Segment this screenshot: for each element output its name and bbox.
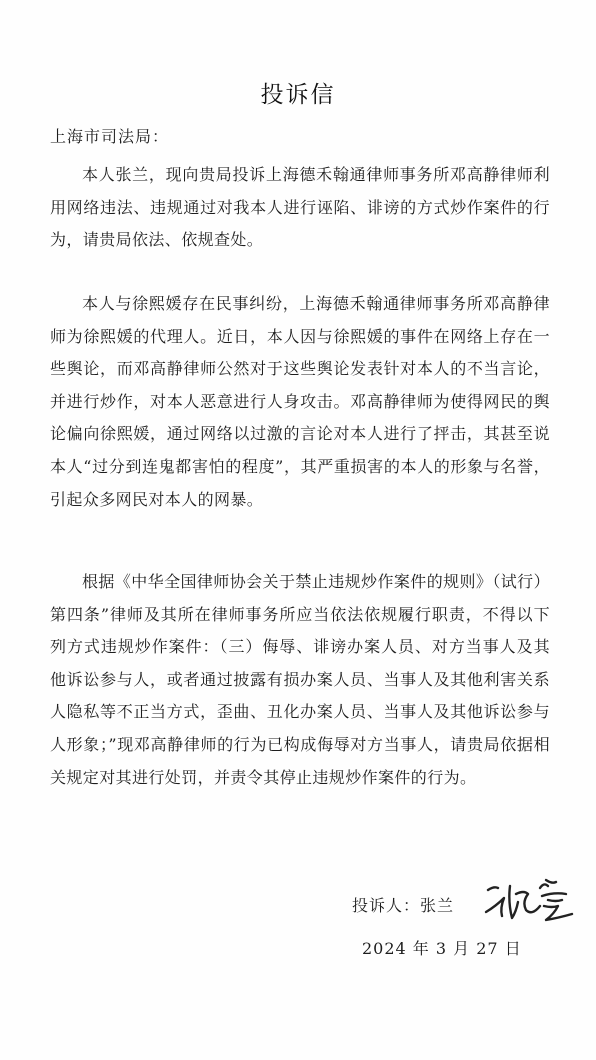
paragraph-2: 本人与徐熙媛存在民事纠纷，上海德禾翰通律师事务所邓高静律师为徐熙媛的代理人。近日，本人因与徐熙媛的事件在网络上存在一些舆论，而邓高静律师公然对于这些舆论发表针对本人的不当言论，并进行炒作，对本人恶意进行人身攻击。邓高静律师为使得网民的舆论偏向徐熙媛，通过网络以过激的言论对本人进行了抨击，其甚至说本人“过分到连鬼都害怕的程度”，其严重损害的本人的形象与名誉，引起众多网民对本人的网暴。 [50,294,550,509]
handwritten-signature [482,872,582,928]
complainant-label: 投诉人：张兰 [352,896,455,915]
paragraph-1: 本人张兰，现向贵局投诉上海德禾翰通律师事务所邓高静律师利用网络违法、违规通过对我本人进行诬陷、诽谤的方式炒作案件的行为，请贵局依法、依规查处。 [50,165,550,250]
paragraph-3: 根据《中华全国律师协会关于禁止违规炒作案件的规则》（试行）第四条”律师及其所在律师事务所应当依法依规履行职责，不得以下列方式违规炒作案件：（三）侮辱、诽谤办案人员、对方当事人及其他诉讼参与人，或者通过披露有损办案人员、当事人及其他利害关系人隐私等不正当方式，歪曲、丑化办案人员、当事人及其他诉讼参与人形象；”现邓高静律师的行为已构成侮辱对方当事人，请贵局依据相关规定对其进行处罚，并责令其停止违规炒作案件的行为。 [50,572,550,787]
letter-date: 2024 年 3 月 27 日 [362,939,522,958]
salutation: 上海市司法局： [50,127,170,146]
letter-title: 投诉信 [260,82,336,108]
